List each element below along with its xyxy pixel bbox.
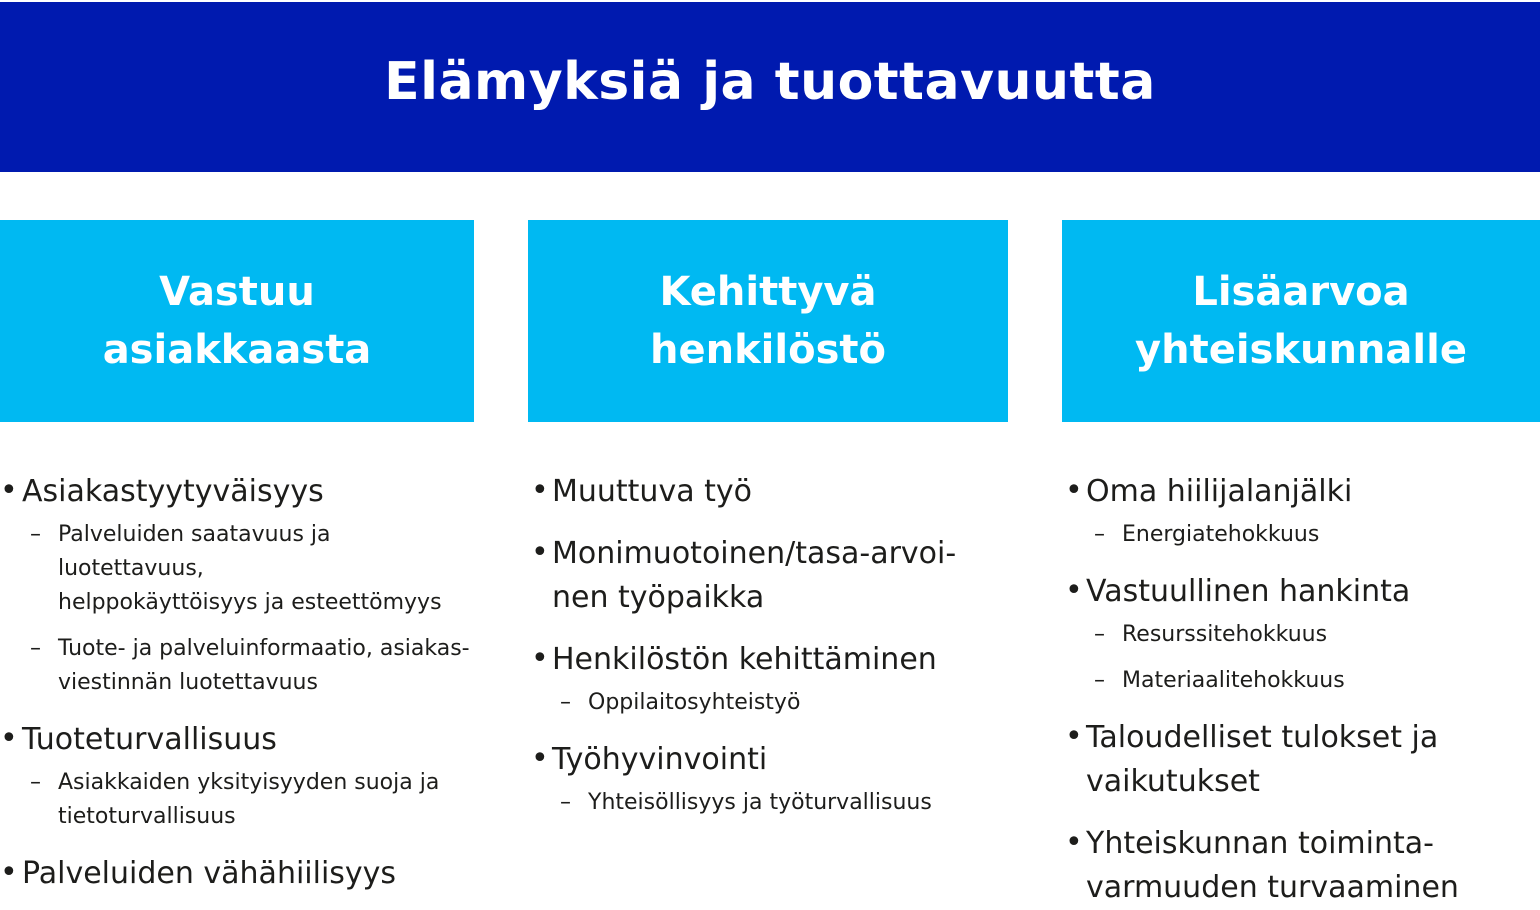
column-header (528, 220, 1008, 422)
item-text: Monimuotoinen/tasa-arvoi- nen työpaikka (552, 536, 957, 615)
sub-item-text: Yhteisöllisyys ja työturvallisuus (588, 790, 932, 815)
list-item (1062, 570, 1540, 698)
bullet-icon: • (531, 535, 549, 570)
page-title: Elämyksiä ja tuottavuutta (384, 52, 1156, 112)
item-text: Oma hiilijalanjälki (1086, 474, 1353, 509)
list-item (528, 470, 1008, 514)
sub-list (552, 786, 1008, 820)
item-list (528, 470, 1008, 838)
item-list (0, 470, 474, 910)
sub-item-text: Materiaalitehokkuus (1122, 668, 1345, 693)
column-header (0, 220, 474, 422)
bullet-icon: • (531, 741, 549, 776)
list-item (528, 532, 1008, 620)
bullet-icon: • (0, 721, 18, 756)
sub-item (1094, 618, 1540, 652)
sub-item-text: Asiakkaiden yksityisyyden suoja ja tietoturvallisuus (58, 770, 440, 829)
item-text: Henkilöstön kehittäminen (552, 642, 937, 677)
bullet-icon: • (1065, 825, 1083, 860)
item-text: Vastuullinen hankinta (1086, 574, 1411, 609)
sub-item (30, 632, 474, 700)
item-text: Taloudelliset tulokset ja vaikutukset (1086, 720, 1439, 799)
title-banner (0, 2, 1540, 172)
sub-item-text: Palveluiden saatavuus ja luotettavuus, helppokäyttöisyys ja esteettömyys (58, 522, 442, 615)
column-heading: Lisäarvoa yhteiskunnalle (1135, 269, 1467, 373)
bullet-icon: • (1065, 719, 1083, 754)
list-item (528, 738, 1008, 820)
item-text: Palveluiden vähähiilisyys (22, 856, 397, 891)
bullet-icon: • (531, 473, 549, 508)
sub-item (1094, 664, 1540, 698)
dash-icon: – (560, 690, 571, 715)
sub-item-text: Energiatehokkuus (1122, 522, 1320, 547)
dash-icon: – (1094, 522, 1105, 547)
sub-item (560, 686, 1008, 720)
list-item (0, 470, 474, 700)
item-text: Muuttuva työ (552, 474, 752, 509)
bullet-icon: • (1065, 573, 1083, 608)
column-heading: Kehittyvä henkilöstö (650, 269, 886, 373)
sub-item (30, 518, 474, 620)
dash-icon: – (1094, 668, 1105, 693)
column-header (1062, 220, 1540, 422)
dash-icon: – (30, 522, 41, 547)
column-kehittyva-henkilosto (528, 220, 1008, 815)
list-item (0, 852, 474, 896)
item-text: Tuoteturvallisuus (22, 722, 277, 757)
dash-icon: – (30, 636, 41, 661)
item-list (1062, 470, 1540, 910)
bullet-icon: • (531, 641, 549, 676)
sub-list (22, 518, 474, 700)
list-item (0, 718, 474, 834)
dash-icon: – (560, 790, 571, 815)
list-item (528, 638, 1008, 720)
sub-item-text: Tuote- ja palveluinformaatio, asiakas- viestinnän luotettavuus (58, 636, 470, 695)
list-item (1062, 470, 1540, 552)
item-text: Asiakastyytyväisyys (22, 474, 324, 509)
sub-list (22, 766, 474, 834)
bullet-icon: • (0, 473, 18, 508)
column-vastuu-asiakkaasta (0, 220, 474, 891)
column-heading: Vastuu asiakkaasta (102, 269, 372, 373)
sub-item (30, 766, 474, 834)
list-item (1062, 716, 1540, 804)
sub-list (1086, 618, 1540, 698)
sub-item (560, 786, 1008, 820)
dash-icon: – (1094, 622, 1105, 647)
item-text: Yhteiskunnan toiminta- varmuuden turvaaminen (1086, 826, 1459, 905)
bullet-icon: • (0, 855, 18, 890)
bullet-icon: • (1065, 473, 1083, 508)
sub-item-text: Oppilaitosyhteistyö (588, 690, 801, 715)
sub-list (552, 686, 1008, 720)
list-item (1062, 822, 1540, 910)
sub-list (1086, 518, 1540, 552)
item-text: Työhyvinvointi (552, 742, 768, 777)
sub-item (1094, 518, 1540, 552)
column-lisaarvoa-yhteiskunnalle (1062, 220, 1540, 905)
sub-item-text: Resurssitehokkuus (1122, 622, 1328, 647)
dash-icon: – (30, 770, 41, 795)
